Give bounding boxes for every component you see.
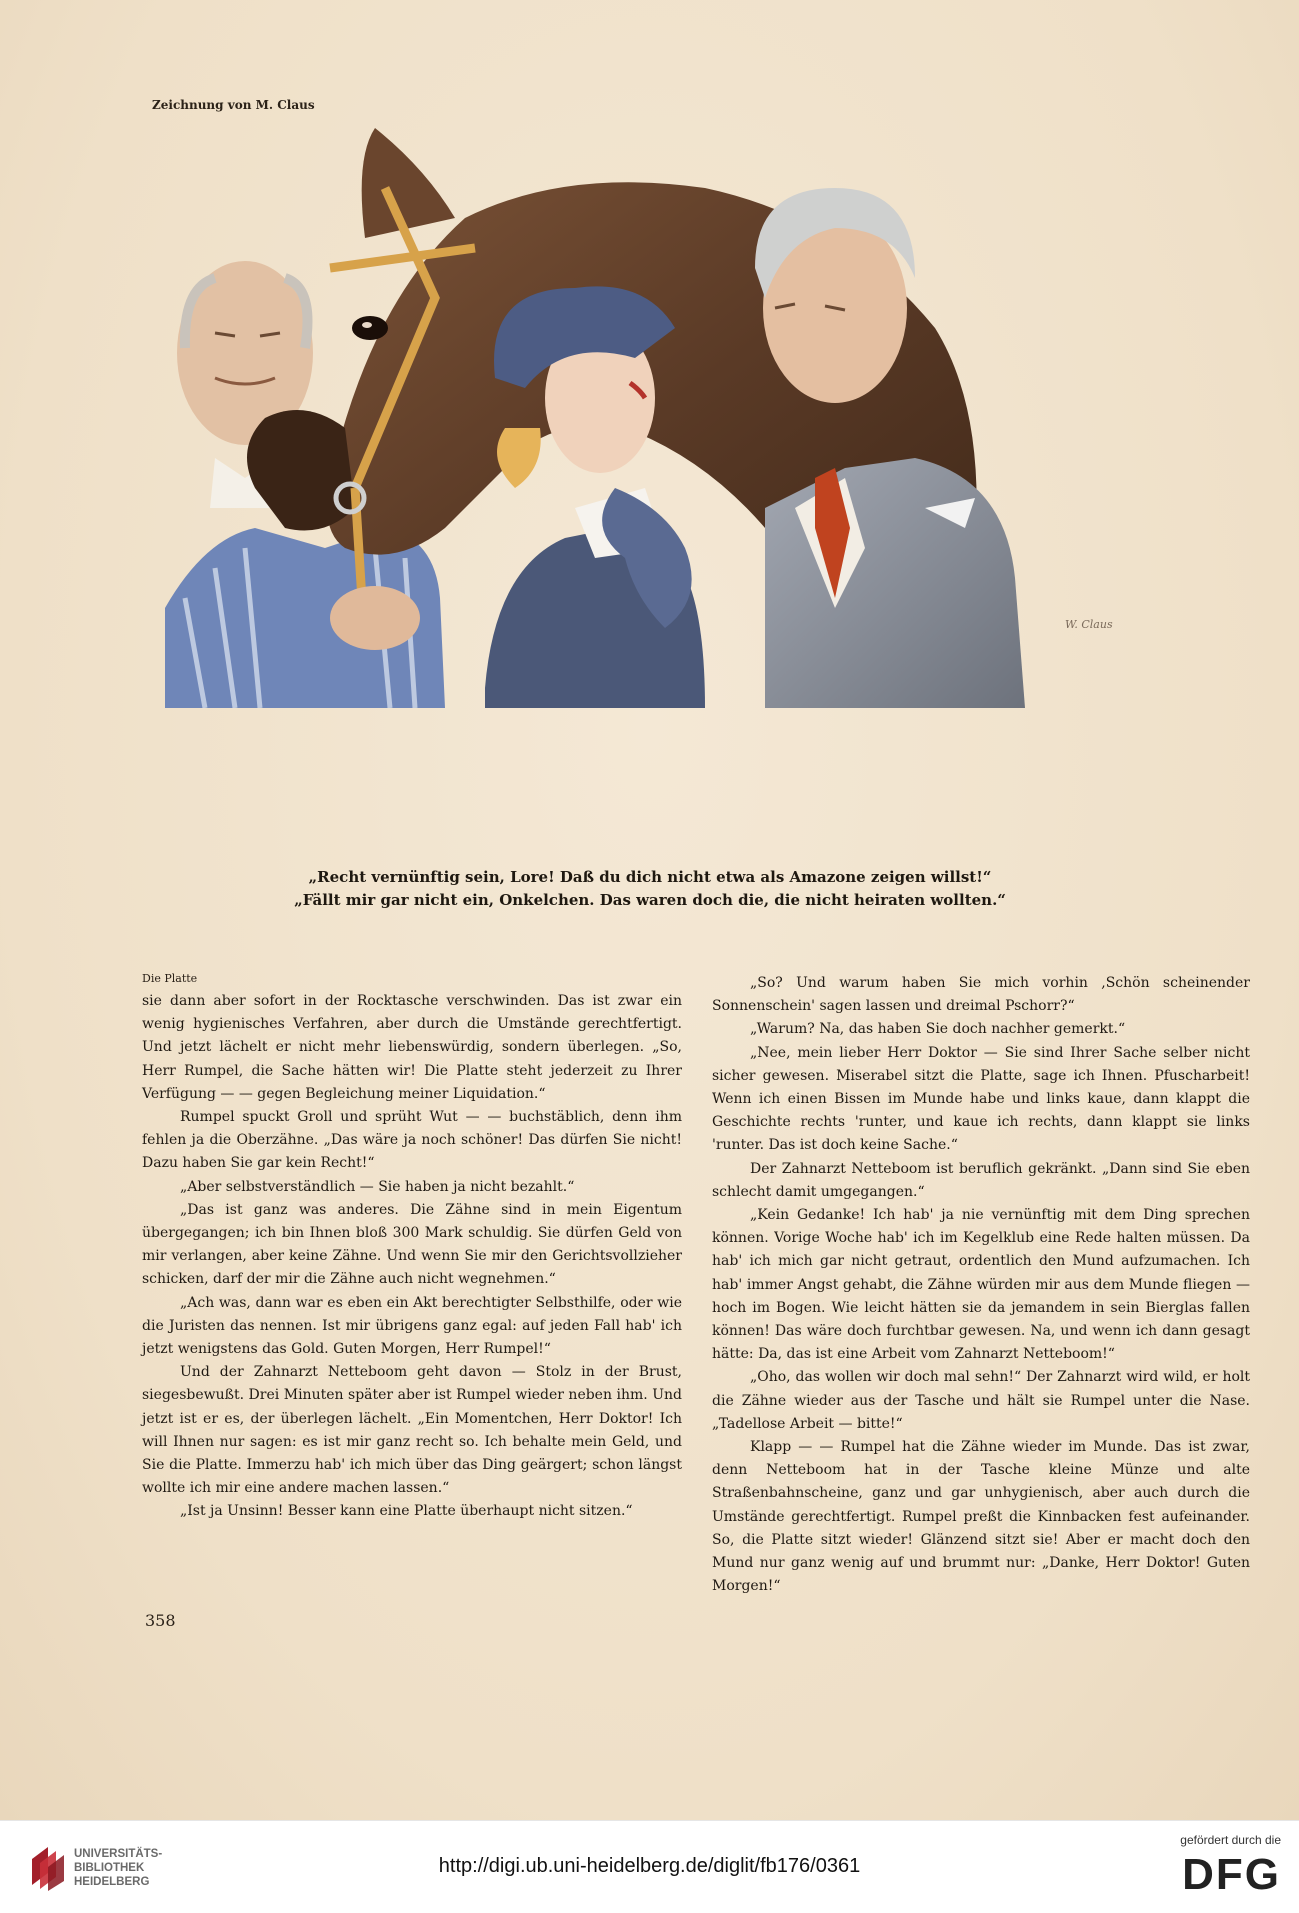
illustration-signature: W. Claus (1065, 618, 1113, 631)
caption-line-1: „Recht vernünftig sein, Lore! Daß du dich nicht etwa als Amazone zeigen willst!“ (308, 868, 992, 886)
paragraph: Klapp — — Rumpel hat die Zähne wieder im Munde. Das ist zwar, denn Netteboom hat in der Tasche kleine Münze und alte Straßenbahnscheine, ganz und gar unhygienisch, aber auch durch die Umstände gerechtfertigt. Rumpel preßt die Kinnbacken fest aufeinander. So, die Platte sitzt wieder! Glänzend sitzt sie! Aber er macht doch den Mund nur ganz wenig auf und brummt nur: „Danke, Herr Doktor! Guten Morgen!“ (712, 1439, 1250, 1595)
man-suit (765, 458, 1025, 708)
paragraph: „Warum? Na, das haben Sie doch nachher gemerkt.“ (750, 1021, 1126, 1038)
dfg-logo[interactable]: DFG (1182, 1850, 1281, 1899)
viewer-footer (0, 1820, 1299, 1913)
paragraph: „Oho, das wollen wir doch mal sehn!“ Der Zahnarzt wird wild, er holt die Zähne wieder aus der Tasche und hält sie Rumpel unter die Nase. „Tadellose Arbeit — bitte!“ (712, 1369, 1250, 1432)
paragraph: „Kein Gedanke! Ich hab' ja nie vernünftig mit dem Ding sprechen können. Vorige Woche hab' ich im Kegelklub eine Rede halten müssen. Da hab' ich mich gar nicht getraut, ordentlich den Mund aufzumachen. Ich hab' immer Angst gehabt, die Zähne würden mir aus dem Munde fliegen — hoch im Bogen. Wie leicht hätten sie da jemandem in sein Bierglas fallen können! Das wäre doch furchtbar gewesen. Na, und wenn ich dann gesagt hätte: Da, das ist eine Arbeit vom Zahnarzt Netteboom!“ (712, 1207, 1250, 1363)
paragraph: „Aber selbstverständlich — Sie haben ja nicht bezahlt.“ (180, 1178, 575, 1195)
caption-line-2: „Fällt mir gar nicht ein, Onkelchen. Das waren doch die, die nicht heiraten wollten.“ (294, 891, 1006, 909)
left-text-column (142, 990, 682, 1524)
illustration-caption (200, 866, 1100, 912)
illustration-credit: Zeichnung von M. Claus (152, 98, 315, 112)
paragraph: „Ist ja Unsinn! Besser kann eine Platte überhaupt nicht sitzen.“ (180, 1503, 633, 1520)
horse-eye (352, 316, 388, 340)
paragraph: „Das ist ganz was anderes. Die Zähne sind in mein Eigentum übergegangen; ich bin Ihnen bloß 300 Mark schuldig. Sie dürfen Geld von mir verlangen, aber keine Zähne. Und wenn Sie mir den Gerichtsvollzieher schicken, darf der mir die Zähne auch nicht wegnehmen.“ (142, 1201, 682, 1288)
paragraph: „So? Und warum haben Sie mich vorhin ,Schön scheinender Sonnenschein' sagen lassen und dreimal Pschorr?“ (712, 975, 1250, 1015)
paragraph: Rumpel spuckt Groll und sprüht Wut — — buchstäblich, denn ihm fehlen ja die Oberzähne. „Das wäre ja noch schöner! Das dürfen Sie nicht! Dazu haben Sie gar kein Recht!“ (142, 1109, 682, 1172)
paragraph: sie dann aber sofort in der Rocktasche verschwinden. Das ist zwar ein wenig hygienisches Verfahren, aber durch die Umstände gerechtfertigt. Und jetzt lächelt er nicht mehr liebenswürdig, sondern überlegen. „So, Herr Rumpel, die Sache hätten wir! Die Platte steht jederzeit zu Ihrer Verfügung — — gegen Begleichung meiner Liquidation.“ (142, 993, 682, 1102)
library-name-line: BIBLIOTHEK (74, 1862, 145, 1874)
library-name-line: HEIDELBERG (74, 1876, 150, 1888)
page-number: 358 (145, 1611, 176, 1630)
horse-and-people-illustration (145, 128, 1230, 843)
horse-muzzle (247, 410, 355, 531)
old-man-hand (330, 586, 420, 650)
permalink-url[interactable]: http://digi.ub.uni-heidelberg.de/diglit/fb176/0361 (438, 1855, 861, 1877)
woman-hair (497, 428, 541, 488)
paragraph: Der Zahnarzt Netteboom ist beruflich gekränkt. „Dann sind Sie eben schlecht damit umgegangen.“ (712, 1160, 1250, 1200)
paragraph: „Nee, mein lieber Herr Doktor — Sie sind Ihrer Sache selber nicht sicher gewesen. Miserabel sitzt die Platte, sage ich Ihnen. Pfuscharbeit! Wenn ich einen Bissen im Munde habe und links kaue, dann klappt die Geschichte rechts 'runter, und kaue ich rechts, dann klappt sie links 'runter. Das ist doch keine Sache.“ (712, 1044, 1250, 1154)
running-title: Die Platte (142, 972, 198, 985)
paragraph: „Ach was, dann war es eben ein Akt berechtigter Selbsthilfe, oder wie die Juristen das nennen. Ist mir übrigens ganz egal: auf jeden Fall hab' ich jetzt wenigstens das Gold. Guten Morgen, Herr Rumpel!“ (142, 1294, 682, 1358)
paragraph: Und der Zahnarzt Netteboom geht davon — Stolz in der Brust, siegesbewußt. Drei Minuten später aber ist Rumpel wieder neben ihm. Und jetzt ist er es, der überlegen lächelt. „Ein Momentchen, Herr Doktor! Ich will Ihnen nur sagen: es ist mir ganz recht so. Ich behalte mein Geld, und Sie die Platte. Immerzu hab' ich mich über das Ding geärgert; schon längst wollte ich mir eine andere machen lassen.“ (142, 1364, 682, 1497)
right-text-column (712, 972, 1250, 1598)
funding-note: gefördert durch die (1180, 1833, 1281, 1847)
library-name-line: UNIVERSITÄTS- (74, 1848, 163, 1860)
horse-ear (362, 128, 455, 238)
